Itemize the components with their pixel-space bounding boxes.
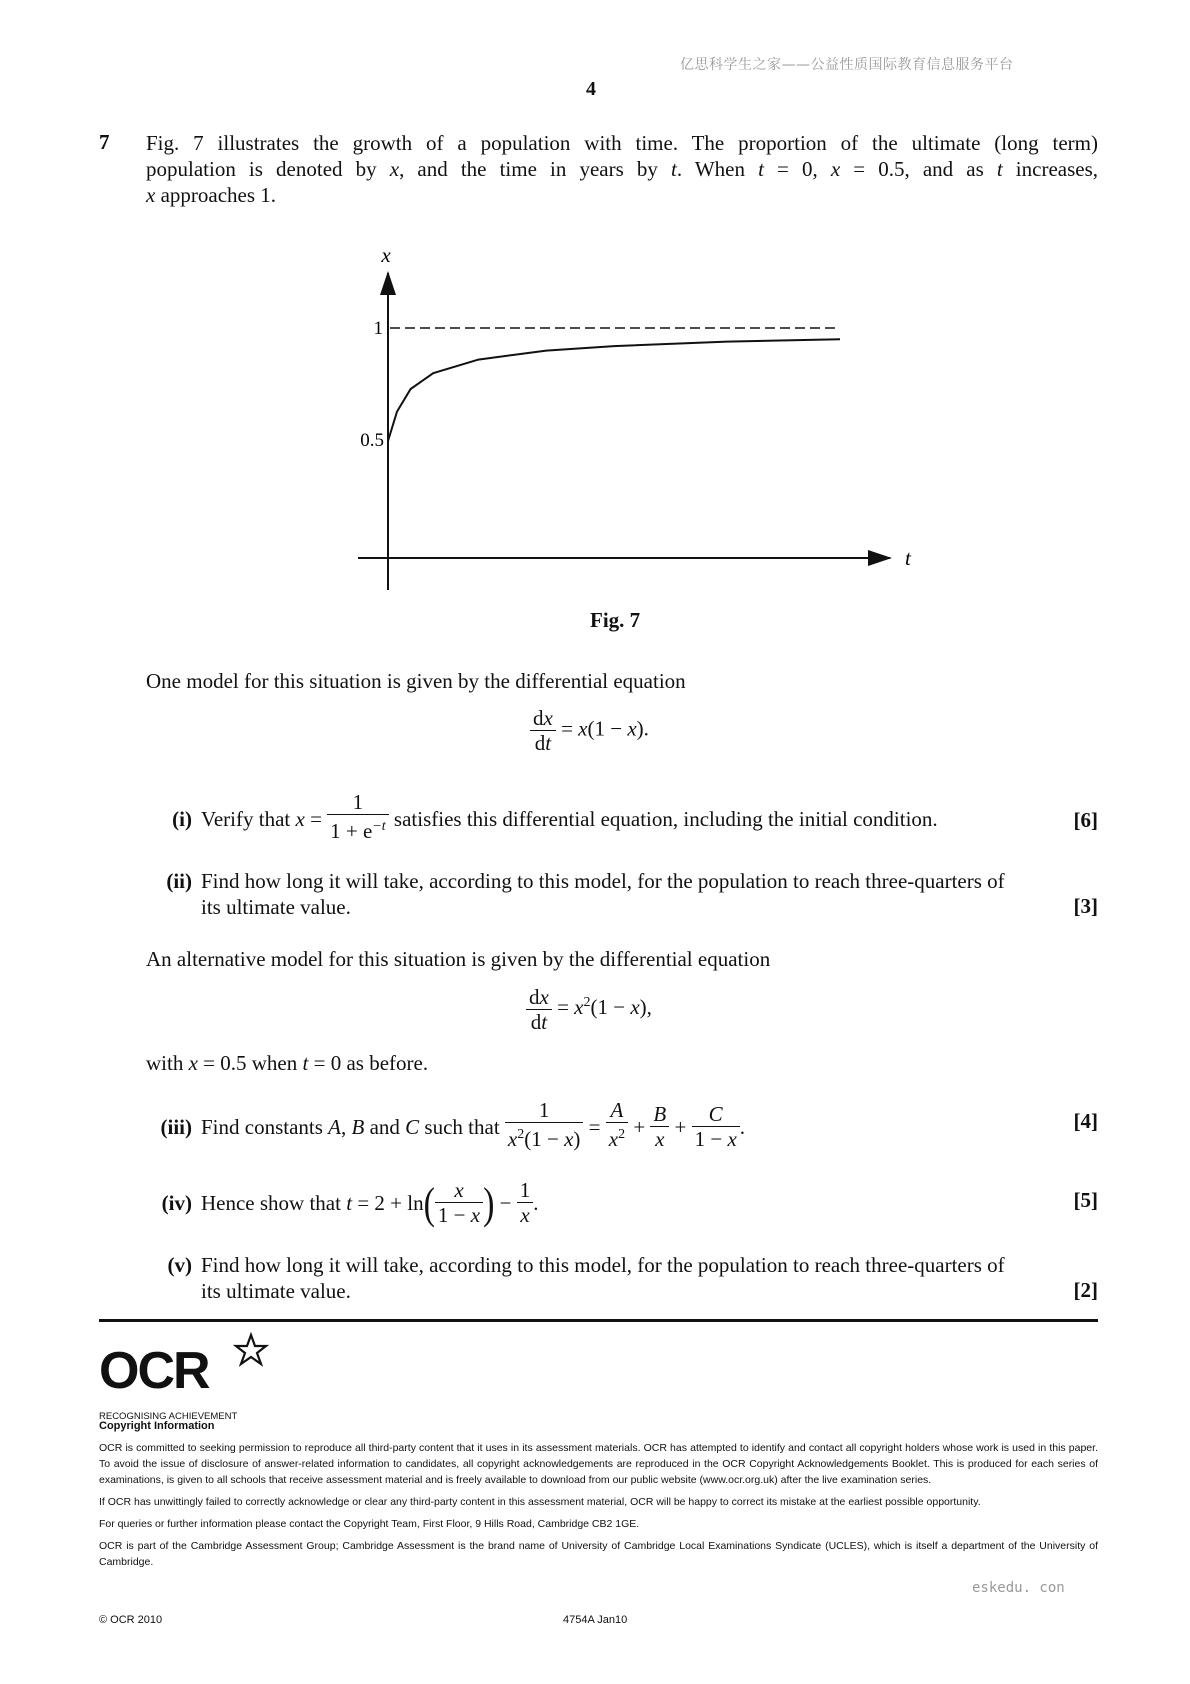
part-i-marks: [6] xyxy=(1073,808,1098,832)
part-iii-marks: [4] xyxy=(1073,1109,1098,1133)
figure-caption: Fig. 7 xyxy=(590,608,641,632)
copyright-para-4: OCR is part of the Cambridge Assessment Group; Cambridge Assessment is the brand name of University of Cambridge Local Examinations Syndicate (UCLES), which is itself a department of the University of Cambridge. xyxy=(99,1540,1098,1568)
part-v-label: (v) xyxy=(167,1253,192,1277)
page-number: 4 xyxy=(586,78,596,100)
part-iv-label: (iv) xyxy=(161,1191,192,1215)
part-v-line1: Find how long it will take, according to this model, for the population to reach three-quarters of xyxy=(201,1253,1005,1277)
ocr-logo xyxy=(99,1330,279,1425)
copyright-para-3: For queries or further information please contact the Copyright Team, First Floor, 9 Hills Road, Cambridge CB2 1GE. xyxy=(99,1518,640,1530)
model1-text: One model for this situation is given by the differential equation xyxy=(146,669,686,693)
part-v xyxy=(150,1252,1098,1304)
copyright-para-2: If OCR has unwittingly failed to correctly acknowledge or clear any third-party content in this assessment material, OCR will be happy to correct its mistake at the earliest possible opportunity. xyxy=(99,1496,981,1508)
part-i-numerator: 1 xyxy=(352,790,364,814)
model2-condition: with x = 0.5 when t = 0 as before. xyxy=(146,1051,429,1075)
svg-text:OCR: OCR xyxy=(99,1342,209,1400)
part-i-label: (i) xyxy=(172,807,192,831)
de2-numerator: dx xyxy=(529,985,549,1009)
copyright-block xyxy=(99,1418,1098,1570)
footer-rule xyxy=(99,1319,1098,1322)
part-ii-line2: its ultimate value. xyxy=(201,895,351,919)
part-v-marks: [2] xyxy=(1073,1278,1098,1302)
part-iii: (iii) Find constants A, B and C such that $\frac{1}{x^2(1 - x)}$ = $\frac{A}{x^2}$ + $\frac{B}{x}$ + $\frac{C}{1 - x}$ . xyxy=(150,1098,1098,1151)
fig7-chart xyxy=(340,245,920,595)
partial-fraction-lhs: $\frac{1}{x^2(1 - x)}$ xyxy=(505,1098,584,1151)
part-i-post: satisfies this differential equation, including the initial condition. xyxy=(388,807,938,831)
part-iv-expression: t = 2 + ln( $\frac{x}{1 - x}$ ) − $\frac{1}{x}$ . xyxy=(346,1178,539,1229)
intro-line-2: population is denoted by x, and the time in years by t. When t = 0, x = 0.5, and as t increases, xyxy=(146,157,1099,181)
de1-numerator: dx xyxy=(533,706,553,730)
part-i-pre: Verify that xyxy=(201,807,296,831)
watermark-header: 亿思科学生之家——公益性质国际教育信息服务平台 xyxy=(680,57,1014,73)
ocr-logo-graphic xyxy=(99,1330,279,1410)
part-ii-marks: [3] xyxy=(1073,894,1098,918)
tick-label-0-5: 0.5 xyxy=(360,430,384,451)
part-ii-label: (ii) xyxy=(166,869,192,893)
question-number: 7 xyxy=(99,130,110,154)
de2-rhs: = $x^2(1 - x)$, xyxy=(557,995,652,1020)
tick-label-1: 1 xyxy=(373,318,383,339)
model1-equation xyxy=(530,706,649,755)
de2-denominator: dt xyxy=(526,1009,552,1034)
part-iii-label: (iii) xyxy=(160,1115,192,1139)
x-axis-label: t xyxy=(905,546,911,570)
part-i: (i) Verify that x = $\frac{1}{1 + e^{-t}}$ satisfies this differential equation, including the initial condition. xyxy=(150,790,1098,843)
copyright-notice: © OCR 2010 xyxy=(99,1614,163,1626)
part-i-denominator: $1 + e^{-t}$ xyxy=(327,814,389,843)
part-ii xyxy=(150,868,1098,920)
copyright-para-1: OCR is committed to seeking permission to reproduce all third-party content that it uses in its assessment materials. OCR has attempted to identify and contact all copyright holders whose work is used in this paper. To avoid the issue of disclosure of answer-related information to candidates, all copyright acknowledgements are reproduced in the OCR Copyright Acknowledgements Booklet. This is produced for each series of examinations, is given to all schools that receive assessment material and is freely available to download from our public website (www.ocr.org.uk) after the live examination series. xyxy=(99,1442,1098,1486)
question-intro xyxy=(146,130,1098,208)
partial-fraction-c: $\frac{C}{1 - x}$ xyxy=(692,1102,740,1151)
growth-curve xyxy=(388,339,840,441)
de1-rhs: = x(1 − x). xyxy=(561,716,649,741)
model2-equation xyxy=(526,985,652,1034)
y-axis-label: x xyxy=(381,245,391,267)
copyright-heading: Copyright Information xyxy=(99,1420,215,1432)
part-iv-marks: [5] xyxy=(1073,1188,1098,1212)
intro-line-3: x approaches 1. xyxy=(146,183,277,207)
part-v-line2: its ultimate value. xyxy=(201,1279,351,1303)
model2-text: An alternative model for this situation is given by the differential equation xyxy=(146,947,771,971)
intro-line-1: Fig. 7 illustrates the growth of a population with time. The proportion of the ultimate (long term) xyxy=(146,131,1098,155)
watermark-footer: eskedu. con xyxy=(972,1580,1065,1596)
ocr-tagline: RECOGNISING ACHIEVEMENT xyxy=(99,1411,238,1422)
partial-fraction-b: $\frac{B}{x}$ xyxy=(650,1102,669,1151)
part-ii-line1: Find how long it will take, according to this model, for the population to reach three-quarters of xyxy=(201,869,1005,893)
star-icon xyxy=(236,1335,266,1364)
part-iv: (iv) Hence show that t = 2 + ln( $\frac{x}{1 - x}$ ) − $\frac{1}{x}$ . xyxy=(150,1178,1098,1227)
paper-code: 4754A Jan10 xyxy=(563,1614,628,1626)
de1-denominator: dt xyxy=(534,731,552,755)
partial-fraction-a: $\frac{A}{x^2}$ xyxy=(606,1098,628,1151)
